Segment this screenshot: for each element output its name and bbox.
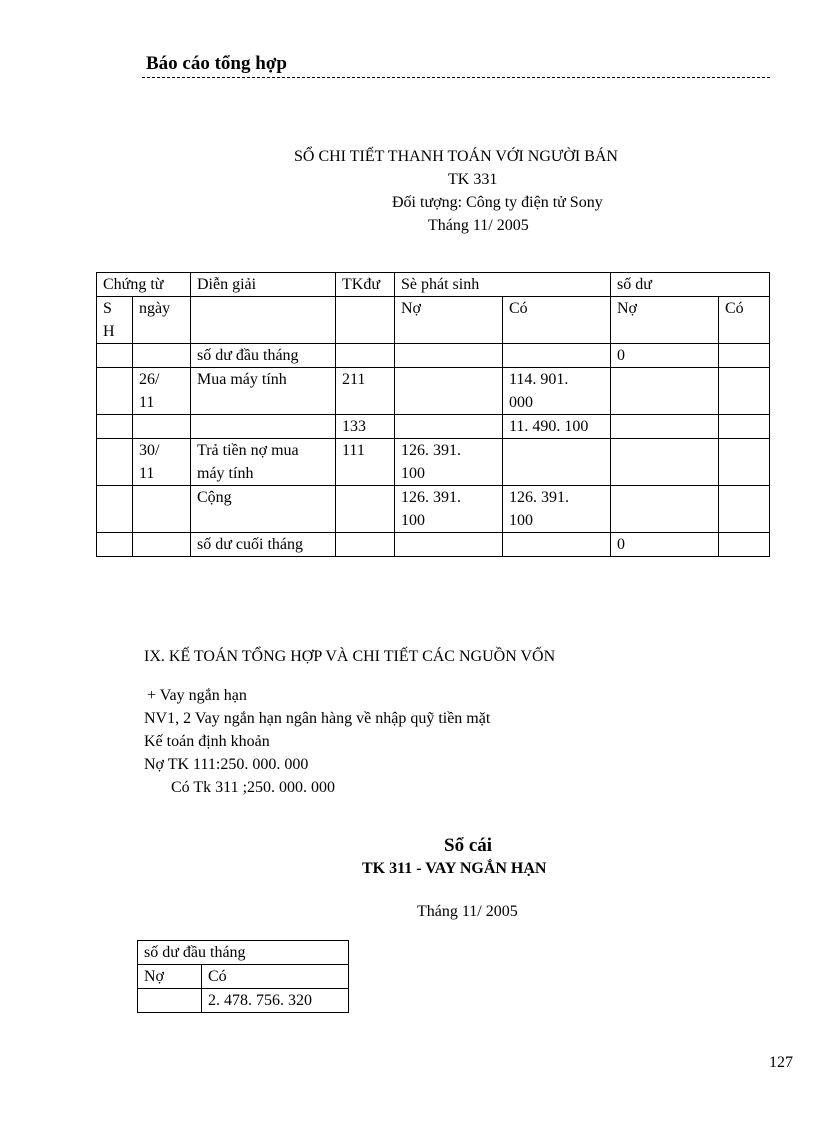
cell-credit: 114. 901. 000 — [503, 368, 611, 415]
ledger-title: Sổ cái — [444, 835, 493, 856]
header-balance: số dư — [611, 273, 770, 297]
cell-sh — [97, 439, 133, 486]
section-line: Nợ TK 111:250. 000. 000 — [144, 756, 309, 773]
cell-balance-debit — [611, 486, 719, 533]
cell-debit — [395, 344, 503, 368]
table-row — [97, 439, 770, 486]
subheader-debit: Nợ — [395, 297, 503, 344]
subheader-contra — [336, 297, 395, 344]
cell-date — [133, 344, 191, 368]
cell-contra: 133 — [336, 415, 395, 439]
cell-balance-debit — [611, 439, 719, 486]
cell-sh — [97, 344, 133, 368]
cell-credit — [503, 344, 611, 368]
cell-debit: 126. 391. 100 — [395, 439, 503, 486]
cell-balance-credit — [719, 368, 770, 415]
cell-balance-debit — [611, 368, 719, 415]
section-line: NV1, 2 Vay ngắn hạn ngân hàng về nhập quỹ tiền mặt — [144, 710, 491, 727]
section-heading: IX. KẾ TOÁN TỔNG HỢP VÀ CHI TIẾT CÁC NGUỒN VỐN — [144, 648, 556, 665]
balance-credit-value: 2. 478. 756. 320 — [202, 989, 349, 1013]
balance-debit-value — [138, 989, 202, 1013]
cell-sh — [97, 415, 133, 439]
cell-description: Mua máy tính — [191, 368, 336, 415]
header-description: Diễn giải — [191, 273, 336, 297]
cell-balance-credit — [719, 439, 770, 486]
cell-debit — [395, 368, 503, 415]
page-number: 127 — [769, 1054, 793, 1071]
subheader-balance-credit: Có — [719, 297, 770, 344]
cell-contra — [336, 533, 395, 557]
cell-credit: 126. 391. 100 — [503, 486, 611, 533]
cell-balance-credit — [719, 415, 770, 439]
cell-contra — [336, 486, 395, 533]
subheader-sh: S H — [97, 297, 133, 344]
detail-ledger-title: SỔ CHI TIẾT THANH TOÁN VỚI NGƯỜI BÁN — [294, 148, 618, 165]
cell-balance-debit: 0 — [611, 533, 719, 557]
cell-sh — [97, 486, 133, 533]
balance-head: số dư đầu tháng — [138, 941, 349, 965]
cell-contra: 211 — [336, 368, 395, 415]
cell-sh — [97, 368, 133, 415]
section-line: + Vay ngắn hạn — [147, 687, 247, 704]
table-row — [97, 368, 770, 415]
ledger-rows — [97, 344, 770, 557]
cell-credit — [503, 533, 611, 557]
cell-description: số dư cuối tháng — [191, 533, 336, 557]
section-line: Kế toán định khoản — [144, 733, 270, 750]
cell-date — [133, 533, 191, 557]
table-subheader-row — [138, 965, 349, 989]
cell-debit — [395, 533, 503, 557]
cell-balance-debit — [611, 415, 719, 439]
ledger-balance-table — [137, 940, 349, 1013]
cell-balance-credit — [719, 344, 770, 368]
cell-date: 26/ 11 — [133, 368, 191, 415]
cell-date: 30/ 11 — [133, 439, 191, 486]
detail-ledger-account: TK 331 — [448, 171, 498, 188]
detail-ledger-period: Tháng 11/ 2005 — [428, 217, 529, 234]
cell-description: số dư đầu tháng — [191, 344, 336, 368]
table-header-row — [97, 273, 770, 297]
header-contra-account: TKđư — [336, 273, 395, 297]
section-line: Có Tk 311 ;250. 000. 000 — [171, 779, 336, 796]
cell-debit: 126. 391. 100 — [395, 486, 503, 533]
detail-ledger-subject: Đối tượng: Công ty điện tử Sony — [392, 194, 603, 211]
cell-contra — [336, 344, 395, 368]
ledger-subtitle: TK 311 - VAY NGẮN HẠN — [362, 860, 547, 877]
table-row — [138, 989, 349, 1013]
table-row — [97, 533, 770, 557]
header-arising: Sè phát sinh — [395, 273, 611, 297]
header-voucher: Chứng từ — [97, 273, 191, 297]
cell-credit: 11. 490. 100 — [503, 415, 611, 439]
header-divider — [142, 77, 770, 78]
cell-debit — [395, 415, 503, 439]
balance-debit-label: Nợ — [138, 965, 202, 989]
cell-description — [191, 415, 336, 439]
subheader-balance-debit: Nợ — [611, 297, 719, 344]
cell-credit — [503, 439, 611, 486]
balance-credit-label: Có — [202, 965, 349, 989]
cell-sh — [97, 533, 133, 557]
cell-balance-credit — [719, 486, 770, 533]
cell-description: Cộng — [191, 486, 336, 533]
cell-balance-debit: 0 — [611, 344, 719, 368]
subheader-description — [191, 297, 336, 344]
cell-date — [133, 415, 191, 439]
table-row — [97, 486, 770, 533]
cell-description: Trả tiền nợ mua máy tính — [191, 439, 336, 486]
cell-date — [133, 486, 191, 533]
table-row — [97, 344, 770, 368]
ledger-period: Tháng 11/ 2005 — [417, 903, 518, 920]
cell-balance-credit — [719, 533, 770, 557]
page-header-title: Báo cáo tổng hợp — [146, 53, 287, 74]
detail-ledger-table — [96, 272, 770, 557]
table-row — [97, 415, 770, 439]
subheader-date: ngày — [133, 297, 191, 344]
cell-contra: 111 — [336, 439, 395, 486]
subheader-credit: Có — [503, 297, 611, 344]
table-header-row — [138, 941, 349, 965]
table-subheader-row — [97, 297, 770, 344]
